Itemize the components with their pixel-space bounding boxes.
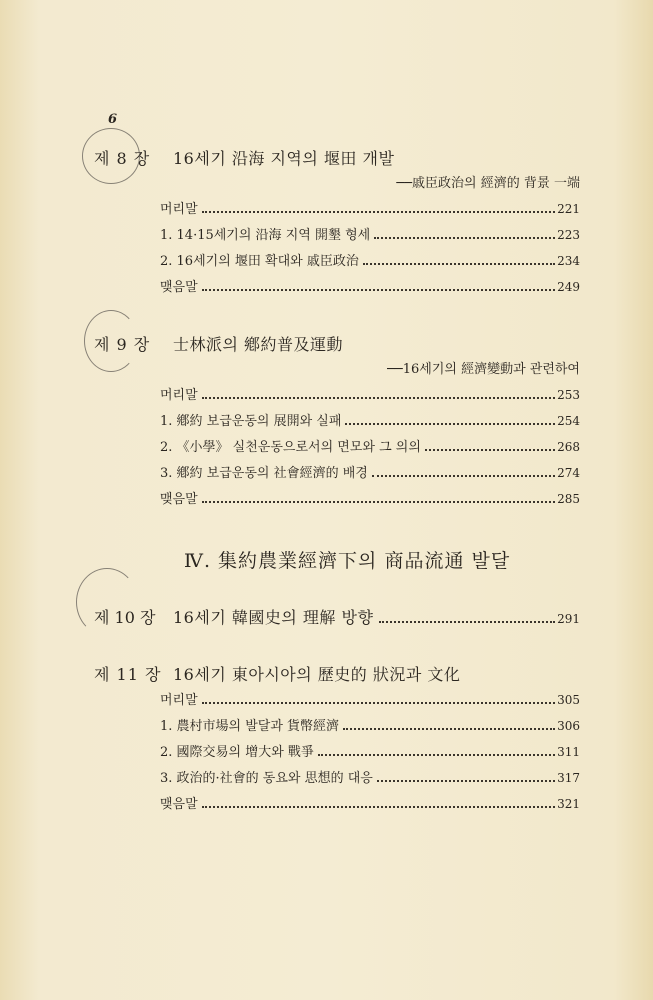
chapter-11 xyxy=(94,662,580,812)
chapter-number: 제 11 장 xyxy=(94,665,162,684)
toc-entry-label: 1. 鄕約 보급운동의 展開와 실패 xyxy=(160,414,342,429)
chapter-subtitle: ──16세기의 經濟變動과 관련하여 xyxy=(387,362,580,377)
toc-entry-page: 221 xyxy=(557,202,580,216)
chapter-title: 16세기 沿海 지역의 堰田 개발 xyxy=(173,149,395,168)
dot-leader xyxy=(202,289,555,291)
dot-leader xyxy=(202,211,555,213)
toc-entry-page: 291 xyxy=(557,612,580,626)
pencil-circle-mark xyxy=(84,310,138,372)
toc-entry[interactable] xyxy=(160,715,580,735)
part-heading: Ⅳ. 集約農業經濟下의 商品流通 발달 xyxy=(184,550,511,572)
toc-entry[interactable] xyxy=(160,488,580,508)
chapter-heading xyxy=(94,146,580,170)
toc-entry[interactable] xyxy=(160,198,580,218)
dot-leader xyxy=(202,806,555,808)
toc-entry-page: 321 xyxy=(557,797,580,811)
dot-leader xyxy=(363,263,555,265)
chapter-number: 제 9 장 xyxy=(94,335,151,354)
toc-entry[interactable] xyxy=(160,689,580,709)
toc-entry[interactable] xyxy=(160,741,580,761)
toc-entry-label: 맺음말 xyxy=(160,797,198,812)
dot-leader xyxy=(202,702,555,704)
toc-entry-label: 1. 農村市場의 발달과 貨幣經濟 xyxy=(160,719,340,734)
toc-entry-label: 머리말 xyxy=(160,388,198,403)
toc-entry[interactable] xyxy=(160,767,580,787)
toc-entry-label: 3. 鄕約 보급운동의 社會經濟的 배경 xyxy=(160,466,368,481)
dot-leader xyxy=(377,780,555,782)
chapter-subtitle: ──戚臣政治의 經濟的 背景 一端 xyxy=(396,176,580,191)
toc-entry-label: 머리말 xyxy=(160,693,198,708)
dot-leader xyxy=(345,423,555,425)
chapter-title: 士林派의 鄕約普及運動 xyxy=(173,335,344,354)
toc-entry-label: 맺음말 xyxy=(160,492,198,507)
toc-entry[interactable] xyxy=(160,384,580,404)
toc-entry-label: 머리말 xyxy=(160,202,198,217)
dot-leader xyxy=(343,728,555,730)
toc-entry-page: 306 xyxy=(557,719,580,733)
dot-leader xyxy=(372,475,555,477)
toc-entry[interactable] xyxy=(160,410,580,430)
toc-entry-page: 253 xyxy=(557,388,580,402)
chapter-number: 제 10 장 xyxy=(94,608,156,627)
pencil-circle-mark xyxy=(82,128,140,184)
dot-leader xyxy=(202,397,555,399)
dot-leader xyxy=(202,501,555,503)
toc-entry-page: 223 xyxy=(557,228,580,242)
toc-entry-label: 맺음말 xyxy=(160,280,198,295)
chapter-title: 16세기 東아시아의 歷史的 狀況과 文化 xyxy=(173,665,461,684)
dot-leader xyxy=(379,621,555,623)
toc-entry-page: 268 xyxy=(557,440,580,454)
chapter-heading xyxy=(94,605,580,629)
chapter-heading xyxy=(94,332,580,356)
toc-entry-label: 2. 國際交易의 增大와 戰爭 xyxy=(160,745,314,760)
chapter-8 xyxy=(94,146,580,295)
toc-entry-label: 3. 政治的·社會的 동요와 思想的 대응 xyxy=(160,771,373,786)
toc-entry-page: 317 xyxy=(557,771,580,785)
toc-entry-page: 254 xyxy=(557,414,580,428)
dot-leader xyxy=(374,237,555,239)
toc-entry-label: 2. 16세기의 堰田 확대와 戚臣政治 xyxy=(160,254,359,269)
toc-entry-page: 249 xyxy=(557,280,580,294)
toc-entry[interactable] xyxy=(160,793,580,813)
toc-entry[interactable] xyxy=(160,462,580,482)
pencil-circle-mark xyxy=(76,568,138,636)
toc-entry[interactable] xyxy=(160,436,580,456)
toc-entry-label: 2. 《小學》 실천운동으로서의 면모와 그 의의 xyxy=(160,440,421,455)
chapter-title: 16세기 韓國史의 理解 방향 xyxy=(173,608,374,627)
chapter-heading xyxy=(94,662,580,686)
chapter-10[interactable] xyxy=(94,605,580,629)
toc-entry-page: 274 xyxy=(557,466,580,480)
toc-entry-page: 285 xyxy=(557,492,580,506)
toc-entry-page: 305 xyxy=(557,693,580,707)
dot-leader xyxy=(425,449,555,451)
dot-leader xyxy=(318,754,555,756)
chapter-9 xyxy=(94,332,580,507)
chapter-number: 제 8 장 xyxy=(94,149,151,168)
toc-entry[interactable] xyxy=(160,250,580,270)
page-number: 6 xyxy=(108,112,118,127)
toc-entry-page: 311 xyxy=(557,745,580,759)
toc-entry[interactable] xyxy=(160,224,580,244)
toc-entry[interactable] xyxy=(160,276,580,296)
toc-entry-page: 234 xyxy=(557,254,580,268)
toc-entry-label: 1. 14·15세기의 沿海 지역 開墾 형세 xyxy=(160,228,371,243)
